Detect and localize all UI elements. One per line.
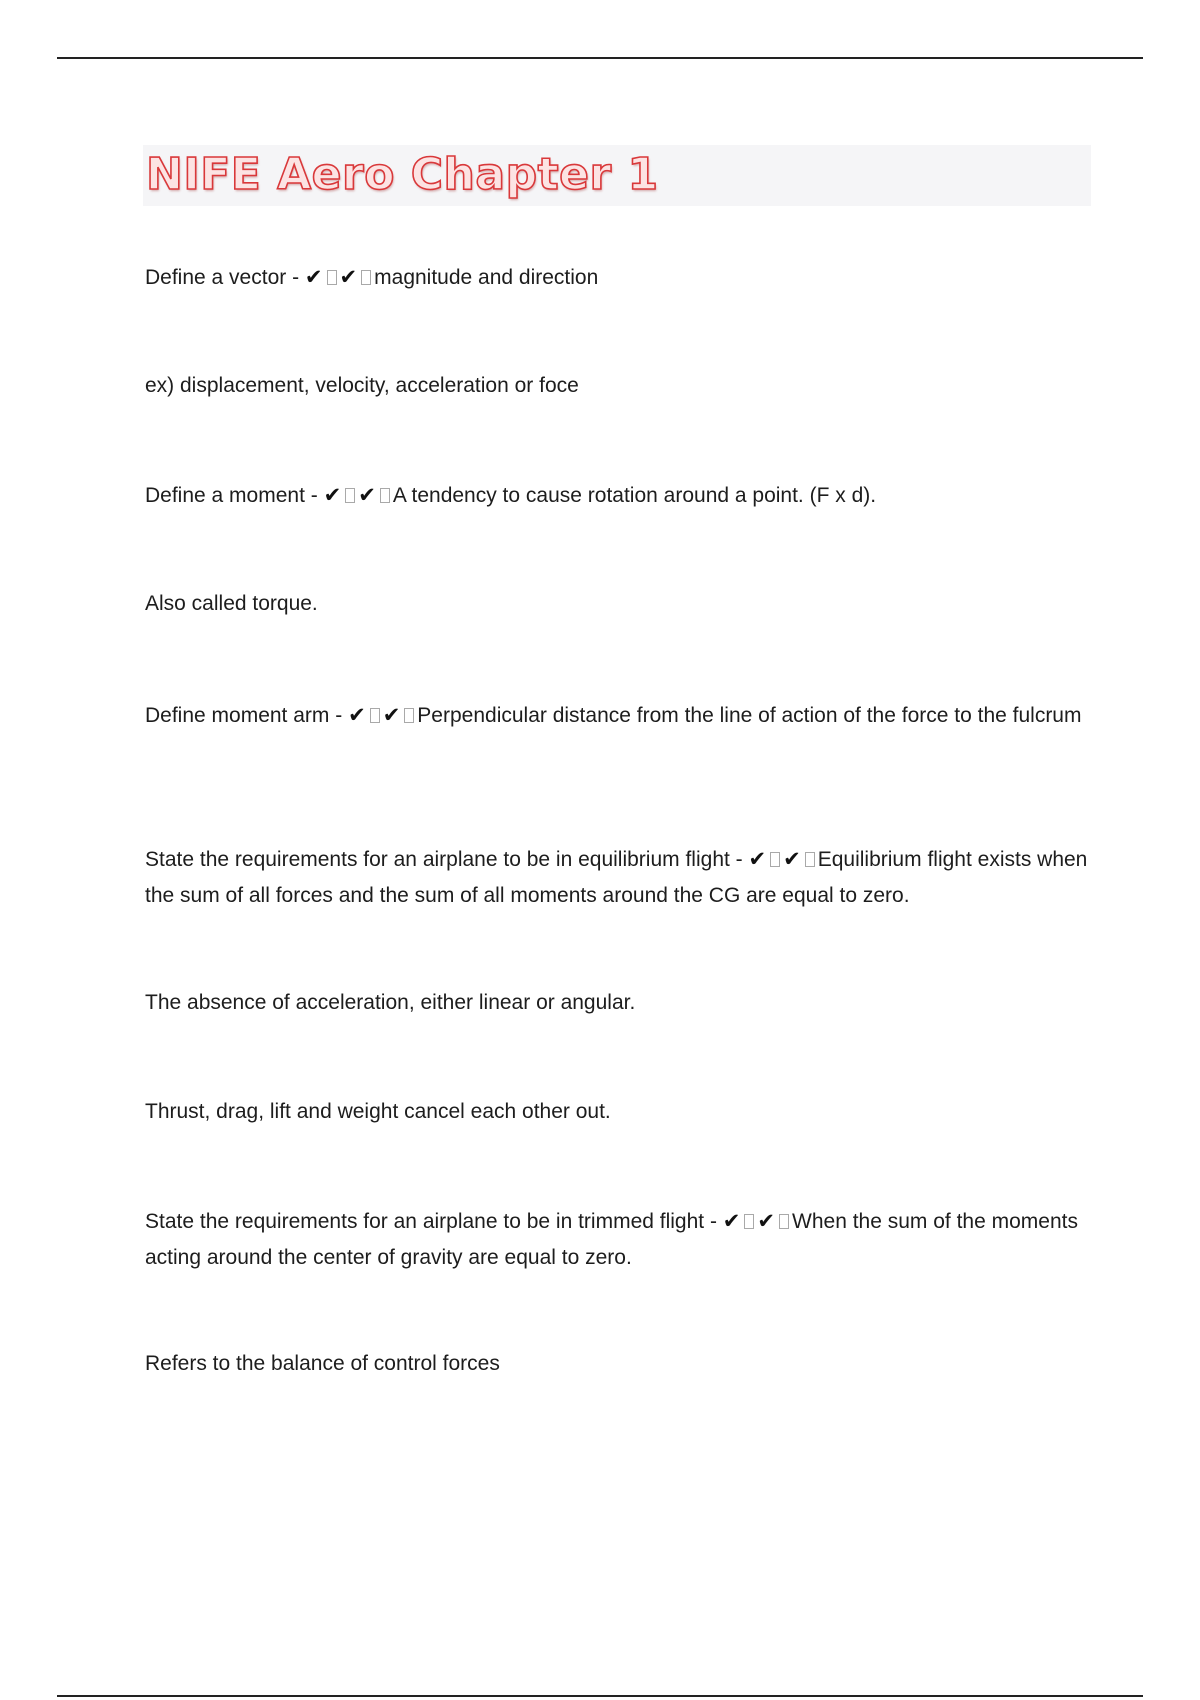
note-item: Also called torque.	[145, 592, 318, 615]
check-icon: ✔	[323, 483, 342, 507]
check-icon: ✔	[348, 703, 366, 727]
question-text: State the requirements for an airplane to be in trimmed flight -	[145, 1210, 717, 1233]
answer-text: Equilibrium flight exists when the sum of all forces and the sum of all moments around the CG are equal to zero.	[145, 848, 1088, 907]
qa-item-moment	[145, 477, 1095, 514]
check-icon: ✔	[358, 483, 376, 507]
question-text: Define a vector -	[145, 266, 300, 289]
placeholder-box-icon	[404, 708, 414, 723]
footer-rule	[57, 1695, 1143, 1697]
qa-item-vector	[145, 259, 1095, 296]
placeholder-box-icon	[744, 1214, 754, 1229]
note-item: ex) displacement, velocity, acceleration or foce	[145, 374, 579, 397]
placeholder-box-icon	[805, 852, 815, 867]
check-icon: ✔	[339, 265, 358, 289]
placeholder-box-icon	[770, 852, 780, 867]
placeholder-box-icon	[345, 488, 355, 503]
note-item: Thrust, drag, lift and weight cancel each other out.	[145, 1100, 611, 1123]
check-icon: ✔	[783, 847, 801, 871]
note-item: Refers to the balance of control forces	[145, 1352, 500, 1375]
check-icon: ✔	[304, 265, 323, 289]
qa-item-trimmed-flight	[145, 1203, 1095, 1276]
answer-text: When the sum of the moments acting around the center of gravity are equal to zero.	[145, 1210, 1078, 1269]
placeholder-box-icon	[779, 1214, 789, 1229]
question-text: State the requirements for an airplane to be in equilibrium flight -	[145, 848, 743, 871]
placeholder-box-icon	[380, 488, 390, 503]
answer-text: A tendency to cause rotation around a point. (F x d).	[392, 484, 877, 507]
placeholder-box-icon	[361, 270, 371, 285]
question-text: Define a moment -	[145, 484, 318, 507]
placeholder-box-icon	[370, 708, 380, 723]
qa-item-moment-arm	[145, 697, 1095, 734]
qa-item-equilibrium-flight	[145, 841, 1095, 914]
answer-text: Perpendicular distance from the line of action of the force to the fulcrum	[417, 704, 1082, 727]
check-icon: ✔	[748, 847, 767, 871]
question-text: Define moment arm -	[145, 704, 343, 727]
answer-text: magnitude and direction	[374, 266, 599, 289]
check-icon: ✔	[382, 703, 401, 727]
page-title: NIFE Aero Chapter 1	[146, 149, 659, 200]
check-icon: ✔	[757, 1209, 776, 1233]
header-rule	[57, 57, 1143, 59]
note-item: The absence of acceleration, either linear or angular.	[145, 991, 636, 1014]
placeholder-box-icon	[327, 270, 337, 285]
check-icon: ✔	[722, 1209, 741, 1233]
